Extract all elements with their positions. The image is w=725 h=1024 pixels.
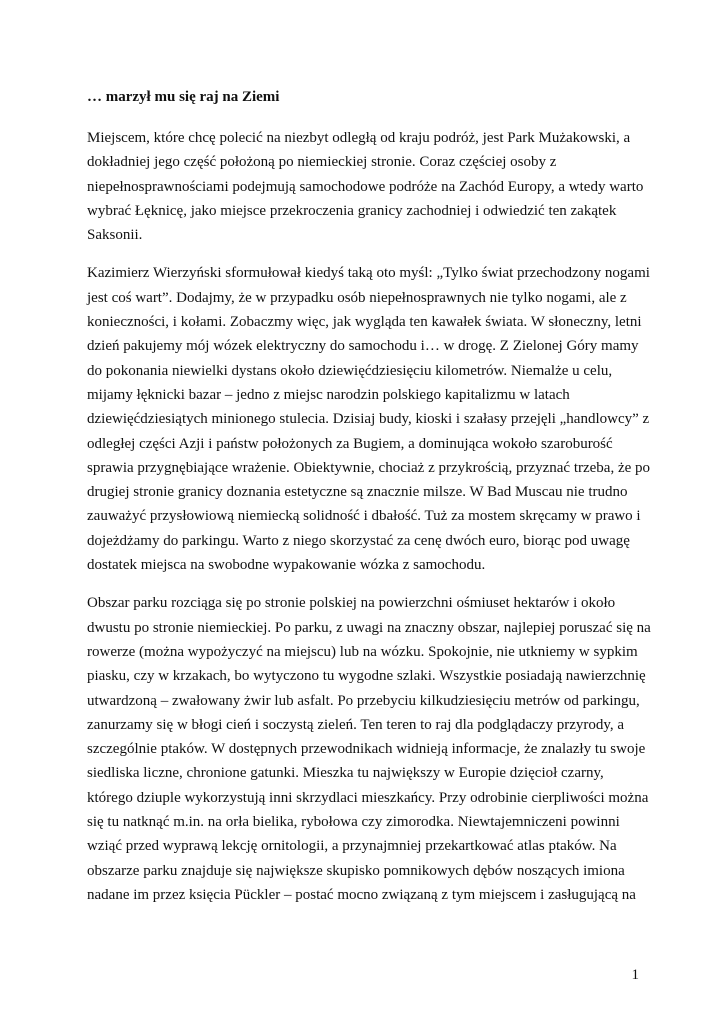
text-line: którego dziuple wykorzystują inni skrzydlaci mieszkańcy. Przy odrobinie cierpliwości można — [87, 789, 649, 806]
paragraph-3 — [87, 591, 651, 907]
text-line: dojeżdżamy do parkingu. Warto z niego skorzystać za cenę dwóch euro, biorąc pod uwagę — [87, 532, 630, 549]
text-line: dwustu po stronie niemieckiej. Po parku, z uwagi na znaczny obszar, najlepiej poruszać się na — [87, 619, 651, 636]
text-line: Obszar parku rozciąga się po stronie polskiej na powierzchni ośmiuset hektarów i około — [87, 595, 616, 612]
text-line: siedliska liczne, chronione gatunki. Mieszka tu największy w Europie dzięcioł czarny, — [87, 765, 604, 782]
text-line: Kazimierz Wierzyński sformułował kiedyś taką oto myśl: „Tylko świat przechodzony nogami — [87, 265, 650, 282]
text-line: wziąć przed wyprawą lekcję ornitologii, a przynajmniej przekartkować atlas ptaków. Na — [87, 838, 617, 855]
text-line: do pokonania niewielki dystans około dziewięćdziesięciu kilometrów. Niemalże u celu, — [87, 362, 613, 379]
text-line: szczególnie ptaków. W dostępnych przewodnikach widnieją informacje, że znalazły tu swoje — [87, 741, 646, 758]
text-line: dostatek miejsca na swobodne wypakowanie wózka z samochodu. — [87, 557, 486, 574]
text-line: piasku, czy w krzakach, bo wytyczono tu wygodne szlaki. Wszystkie posiadają nawierzchnię — [87, 668, 646, 685]
text-line: Miejscem, które chcę polecić na niezbyt odległą od kraju podróż, jest Park Mużakowski, a — [87, 130, 631, 146]
text-line: obszarze parku znajduje się największe skupisko pomnikowych dębów noszących imiona — [87, 862, 625, 879]
document-title: … marzył mu się raj na Ziemi — [87, 89, 280, 105]
text-line: mijamy łęknicki bazar – jedno z miejsc narodzin polskiego kapitalizmu w latach — [87, 386, 570, 403]
text-line: odległej części Azji i państw położonych za Bugiem, a dominująca wokoło szaroburość — [87, 435, 613, 452]
text-line: niepełnosprawnościami podejmują samochodowe podróże na Zachód Europy, a wtedy warto — [87, 178, 644, 195]
text-line: konieczności, i kołami. Zobaczmy więc, jak wygląda ten kawałek świata. W słoneczny, letni — [87, 314, 642, 331]
text-line: dziewięćdziesiątych minionego stulecia. Dzisiaj budy, kioski i szałasy przejęli „handlowcy” z — [87, 411, 650, 428]
paragraph-2 — [87, 261, 651, 577]
text-line: sprawia przygnębiające wrażenie. Obiektywnie, chociaż z przykrością, przyznać trzeba, że po — [87, 459, 651, 476]
text-line: jest coś wart”. Dodajmy, że w przypadku osób niepełnosprawnych nie tylko nogami, ale z — [87, 289, 627, 306]
text-line: zauważyć przysłowiową niemiecką solidność i dbałość. Tuż za mostem skręcamy w prawo i — [87, 508, 641, 525]
text-line: dzień pakujemy mój wózek elektryczny do samochodu i… w drogę. Z Zielonej Góry mamy — [87, 338, 639, 355]
text-line: wybrać Łęknicę, jako miejsce przekroczenia granicy zachodniej i odwiedzić ten zakątek — [87, 202, 617, 219]
paragraph-1 — [87, 126, 647, 247]
text-line: rowerze (można wypożyczyć na miejscu) lub na wózku. Spokojnie, nie utkniemy w sypkim — [87, 643, 638, 660]
document-body — [87, 85, 651, 907]
text-line: się tu natknąć m.in. na orła bielika, rybołowa czy zimorodka. Niewtajemniczeni powinni — [87, 814, 620, 831]
text-line: drugiej stronie granicy doznania estetyczne są znacznie milsze. W Bad Muscau nie trudno — [87, 484, 628, 501]
text-line: utwardzoną – zwałowany żwir lub asfalt. Po przebyciu kilkudziesięciu metrów od parkingu, — [87, 692, 640, 709]
page-number: 1 — [631, 967, 639, 983]
text-line: Saksonii. — [87, 227, 143, 244]
text-line: dokładniej jego część położoną po niemieckiej stronie. Coraz częściej osoby z — [87, 154, 557, 171]
text-line: nadane im przez księcia Pückler – postać mocno związaną z tym miejscem i zasługującą na — [87, 886, 636, 903]
text-line: zanurzamy się w błogi cień i soczystą zieleń. Ten teren to raj dla podglądaczy przyrody, a — [87, 716, 625, 733]
